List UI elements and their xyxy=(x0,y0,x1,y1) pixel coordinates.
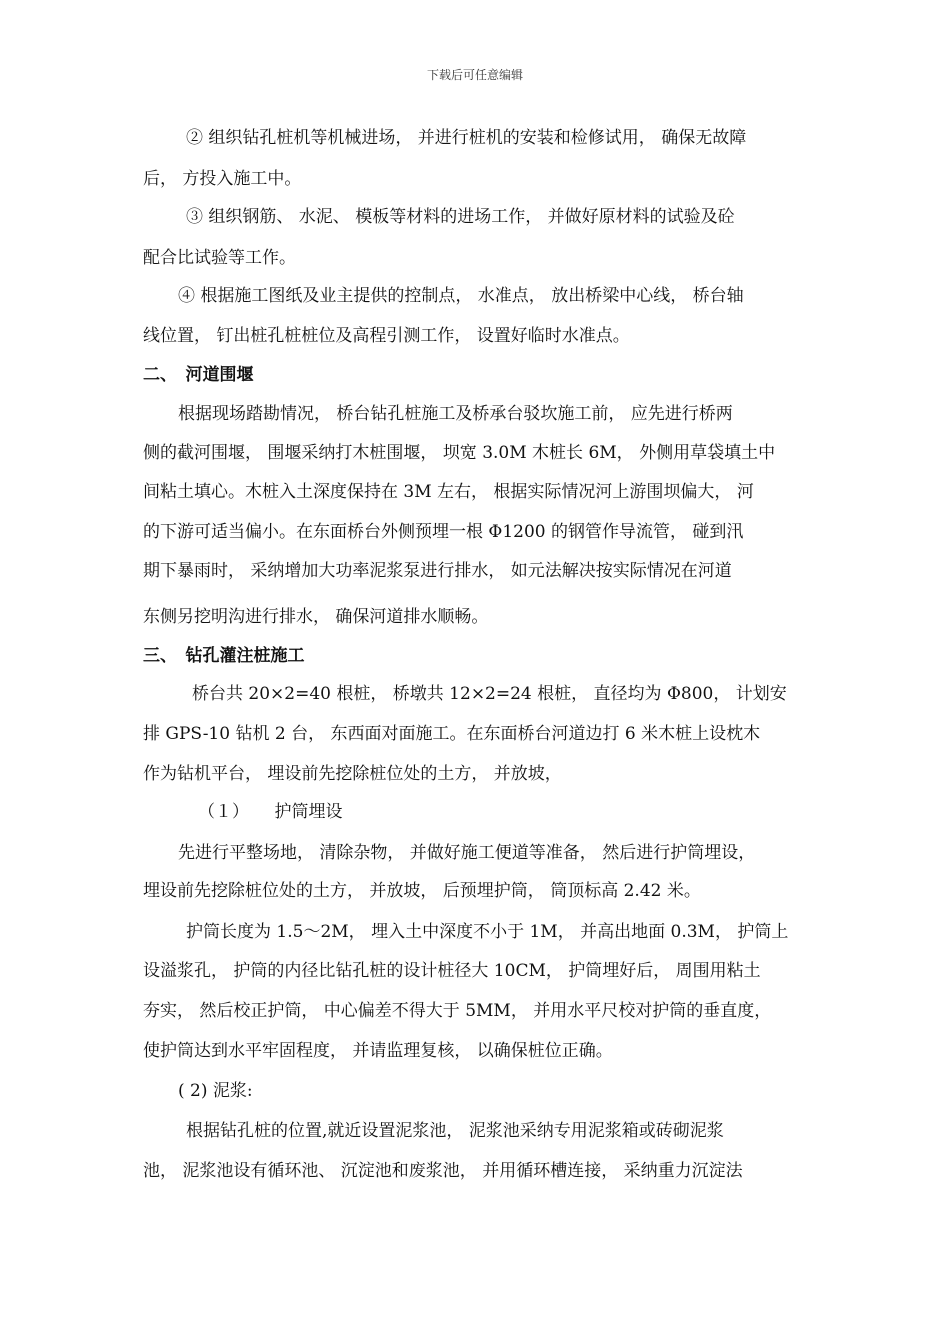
subsection-heading: ( 2) 泥浆: xyxy=(178,1081,253,1101)
paragraph-line: 线位置， 钉出桩孔桩桩位及高程引测工作， 设置好临时水准点。 xyxy=(143,326,630,346)
section-heading: 三、 钻孔灌注桩施工 xyxy=(143,646,305,666)
paragraph-line: 根据钻孔桩的位置,就近设置泥浆池， 泥浆池采纳专用泥浆箱或砖砌泥浆 xyxy=(186,1121,724,1141)
paragraph-line: 使护筒达到水平牢固程度， 并请监理复核， 以确保桩位正确。 xyxy=(143,1041,613,1061)
paragraph-line: 设溢浆孔， 护筒的内径比钻孔桩的设计桩径大 10CM， 护筒埋好后， 周围用粘土 xyxy=(143,961,761,981)
paragraph-line: 东侧另挖明沟进行排水， 确保河道排水顺畅。 xyxy=(143,607,489,627)
paragraph-line: ③ 组织钢筋、 水泥、 模板等材料的进场工作， 并做好原材料的试验及砼 xyxy=(186,207,735,227)
paragraph-line: 护筒长度为 1.5～2M， 埋入土中深度不小于 1M， 并高出地面 0.3M， 护筒上 xyxy=(186,922,789,942)
paragraph-line: 后， 方投入施工中。 xyxy=(143,169,302,189)
section-heading: 二、 河道围堰 xyxy=(143,365,254,385)
paragraph-line: 根据现场踏勘情况， 桥台钻孔桩施工及桥承台驳坎施工前， 应先进行桥两 xyxy=(178,404,733,424)
paragraph-line: 埋设前先挖除桩位处的土方， 并放坡， 后预埋护筒， 筒顶标高 2.42 米。 xyxy=(143,881,701,901)
paragraph-line: 期下暴雨时， 采纳增加大功率泥浆泵进行排水， 如元法解决按实际情况在河道 xyxy=(143,561,732,581)
paragraph-line: 桥台共 20×2=40 根桩， 桥墩共 12×2=24 根桩， 直径均为 Φ800， 计划安 xyxy=(192,684,787,704)
paragraph-line: 夯实， 然后校正护筒， 中心偏差不得大于 5MM， 并用水平尺校对护筒的垂直度， xyxy=(143,1001,772,1021)
paragraph-line: 排 GPS-10 钻机 2 台， 东西面对面施工。在东面桥台河道边打 6 米木桩上设枕木 xyxy=(143,724,761,744)
paragraph-line: ④ 根据施工图纸及业主提供的控制点， 水准点， 放出桥梁中心线， 桥台轴 xyxy=(178,286,744,306)
paragraph-line: ② 组织钻孔桩机等机械进场， 并进行桩机的安装和检修试用， 确保无故障 xyxy=(186,128,747,148)
paragraph-line: 间粘土填心。木桩入土深度保持在 3M 左右， 根据实际情况河上游围坝偏大， 河 xyxy=(143,482,754,502)
paragraph-line: 配合比试验等工作。 xyxy=(143,248,296,268)
paragraph-line: 的下游可适当偏小。在东面桥台外侧预埋一根 Φ1200 的钢管作导流管， 碰到汛 xyxy=(143,522,744,542)
subsection-heading: （１） 护筒埋设 xyxy=(198,802,343,822)
paragraph-line: 侧的截河围堰， 围堰采纳打木桩围堰， 坝宽 3.0M 木桩长 6M， 外侧用草袋填土中 xyxy=(143,443,776,463)
paragraph-line: 作为钻机平台， 埋设前先挖除桩位处的土方， 并放坡， xyxy=(143,764,562,784)
paragraph-line: 池， 泥浆池设有循环池、 沉淀池和废浆池， 并用循环槽连接， 采纳重力沉淀法 xyxy=(143,1161,743,1181)
paragraph-line: 先进行平整场地， 清除杂物， 并做好施工便道等准备， 然后进行护筒埋设， xyxy=(178,843,756,863)
page-header: 下载后可任意编辑 xyxy=(426,68,523,82)
